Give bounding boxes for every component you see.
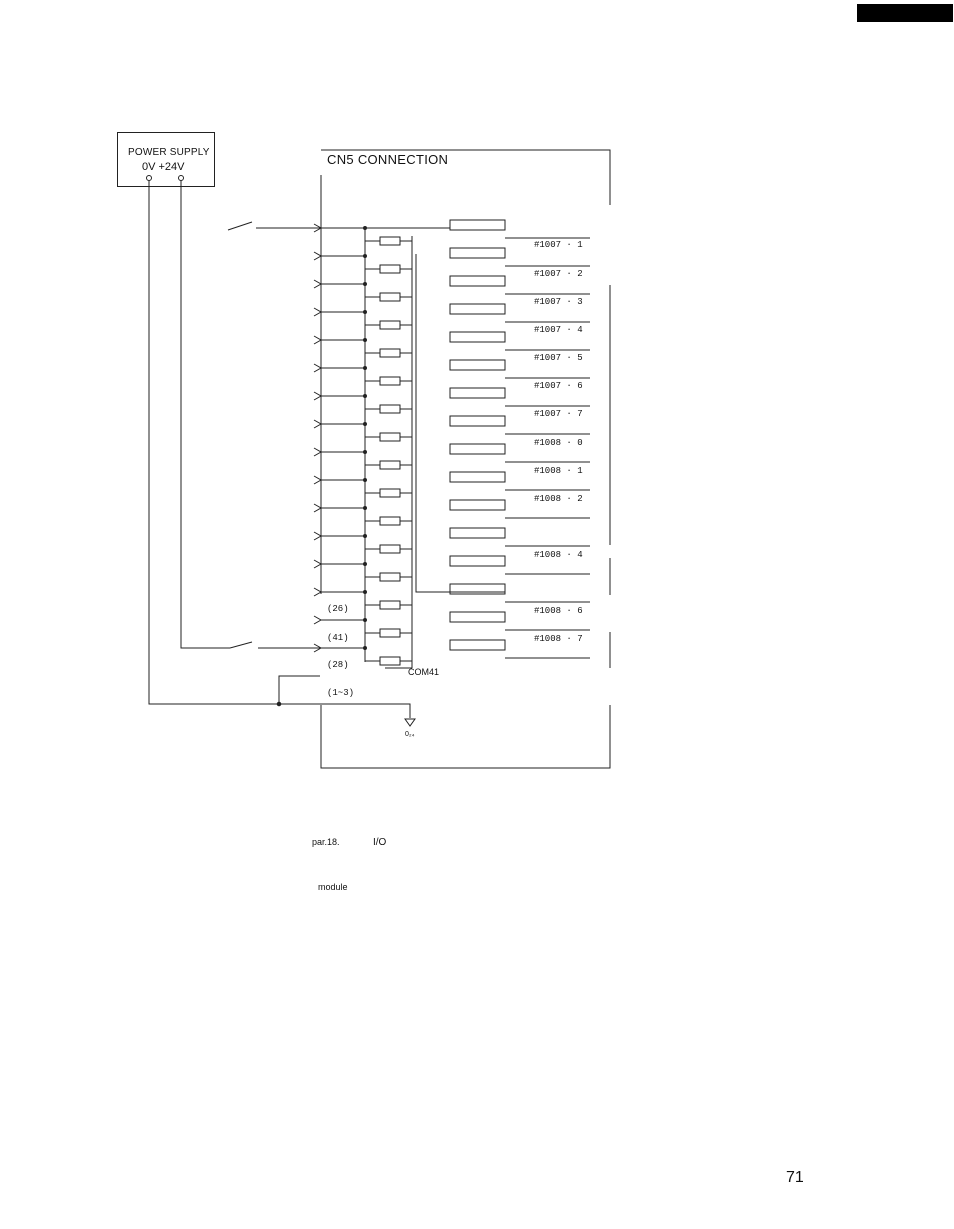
power-supply-box — [117, 132, 215, 187]
wire-24v — [181, 181, 230, 648]
output-block — [450, 556, 505, 566]
page-number: 71 — [786, 1169, 804, 1186]
output-block — [450, 612, 505, 622]
input-arrow — [314, 560, 321, 568]
input-arrow — [314, 280, 321, 288]
signal-label: #1008 · 0 — [534, 438, 583, 448]
output-block — [450, 416, 505, 426]
output-block — [450, 388, 505, 398]
output-block — [450, 472, 505, 482]
junction-dot — [364, 507, 367, 510]
resistor — [380, 461, 400, 469]
signal-label: #1007 · 1 — [534, 240, 583, 250]
output-block — [450, 444, 505, 454]
signal-label: #1007 · 3 — [534, 297, 583, 307]
pin-label-26: (26) — [327, 604, 349, 614]
resistor — [380, 601, 400, 609]
junction-dot — [277, 702, 281, 706]
input-arrow — [314, 420, 321, 428]
input-arrow — [314, 252, 321, 260]
pin-label-28: (28) — [327, 660, 349, 670]
resistor-lead — [365, 396, 380, 409]
signal-label: #1008 · 1 — [534, 466, 583, 476]
resistor — [380, 573, 400, 581]
junction-dot — [364, 283, 367, 286]
resistor-lead — [365, 312, 380, 325]
resistor-lead — [365, 256, 380, 269]
resistor — [380, 433, 400, 441]
input-arrow — [314, 532, 321, 540]
signal-label: #1008 · 4 — [534, 550, 583, 560]
junction-dot — [364, 535, 367, 538]
input-arrow — [314, 336, 321, 344]
input-arrow — [314, 616, 321, 624]
output-block — [450, 276, 505, 286]
resistor-lead — [365, 508, 380, 521]
caption-parameter: par.18. — [312, 837, 340, 847]
common-label: COM41 — [408, 667, 440, 677]
resistor — [380, 489, 400, 497]
output-block — [450, 500, 505, 510]
output-block — [450, 528, 505, 538]
signal-label: #1007 · 5 — [534, 353, 583, 363]
ground-symbol — [405, 719, 415, 726]
wiring-group — [147, 176, 591, 727]
junction-dot — [364, 451, 367, 454]
resistor-lead — [365, 424, 380, 437]
input-arrow — [314, 476, 321, 484]
caption-module: module — [318, 882, 348, 892]
junction-dot — [364, 255, 367, 258]
output-block — [450, 248, 505, 258]
junction-dot — [364, 423, 367, 426]
resistor-lead — [365, 228, 380, 241]
junction-dot — [364, 647, 367, 650]
signal-label: #1008 · 6 — [534, 606, 583, 616]
output-block — [450, 640, 505, 650]
junction-dot — [364, 591, 367, 594]
resistor — [380, 405, 400, 413]
pin-label-1-3: (1~3) — [327, 688, 355, 698]
resistor-lead — [365, 592, 380, 605]
pin-label-41: (41) — [327, 633, 349, 643]
resistor — [380, 629, 400, 637]
junction-dot — [364, 367, 367, 370]
switch-41 — [230, 642, 320, 648]
power-supply-voltages: 0V +24V — [142, 161, 185, 173]
resistor-lead — [365, 480, 380, 493]
resistor — [380, 545, 400, 553]
resistor — [380, 517, 400, 525]
junction-dot — [364, 339, 367, 342]
signal-label: #1007 · 2 — [534, 269, 583, 279]
signal-label: #1007 · 6 — [534, 381, 583, 391]
output-block — [450, 304, 505, 314]
input-arrow — [314, 392, 321, 400]
junction-dot — [364, 563, 367, 566]
resistor — [380, 349, 400, 357]
input-arrow — [314, 448, 321, 456]
resistor — [380, 265, 400, 273]
junction-dot — [364, 311, 367, 314]
resistor-lead — [365, 340, 380, 353]
output-block — [450, 332, 505, 342]
resistor-lead — [365, 648, 380, 661]
caption-io: I/O — [373, 837, 387, 848]
resistor-lead — [365, 452, 380, 465]
wire-28-tap — [279, 676, 320, 704]
resistor-lead — [365, 368, 380, 381]
output-block — [450, 220, 505, 230]
resistor-lead — [365, 536, 380, 549]
resistor — [380, 377, 400, 385]
resistor-lead — [365, 284, 380, 297]
ground-label: 0₂₄ — [405, 731, 415, 738]
resistor — [380, 321, 400, 329]
input-arrow — [314, 364, 321, 372]
input-arrow — [314, 588, 321, 596]
output-bus — [416, 254, 505, 592]
connection-title: CN5 CONNECTION — [327, 152, 449, 167]
resistor — [380, 237, 400, 245]
wire-0v — [149, 181, 410, 718]
switch-top — [228, 222, 320, 230]
output-block — [450, 360, 505, 370]
input-arrow — [314, 308, 321, 316]
signal-label: #1008 · 7 — [534, 634, 583, 644]
resistor-lead — [365, 620, 380, 633]
junction-dot — [364, 479, 367, 482]
resistor-lead — [365, 564, 380, 577]
input-arrow — [314, 504, 321, 512]
junction-dot — [364, 619, 367, 622]
signal-label: #1008 · 2 — [534, 494, 583, 504]
junction-dot — [364, 395, 367, 398]
signal-label: #1007 · 4 — [534, 325, 583, 335]
signal-label: #1007 · 7 — [534, 409, 583, 419]
resistor — [380, 657, 400, 665]
resistor — [380, 293, 400, 301]
power-supply-title: POWER SUPPLY — [128, 147, 210, 158]
